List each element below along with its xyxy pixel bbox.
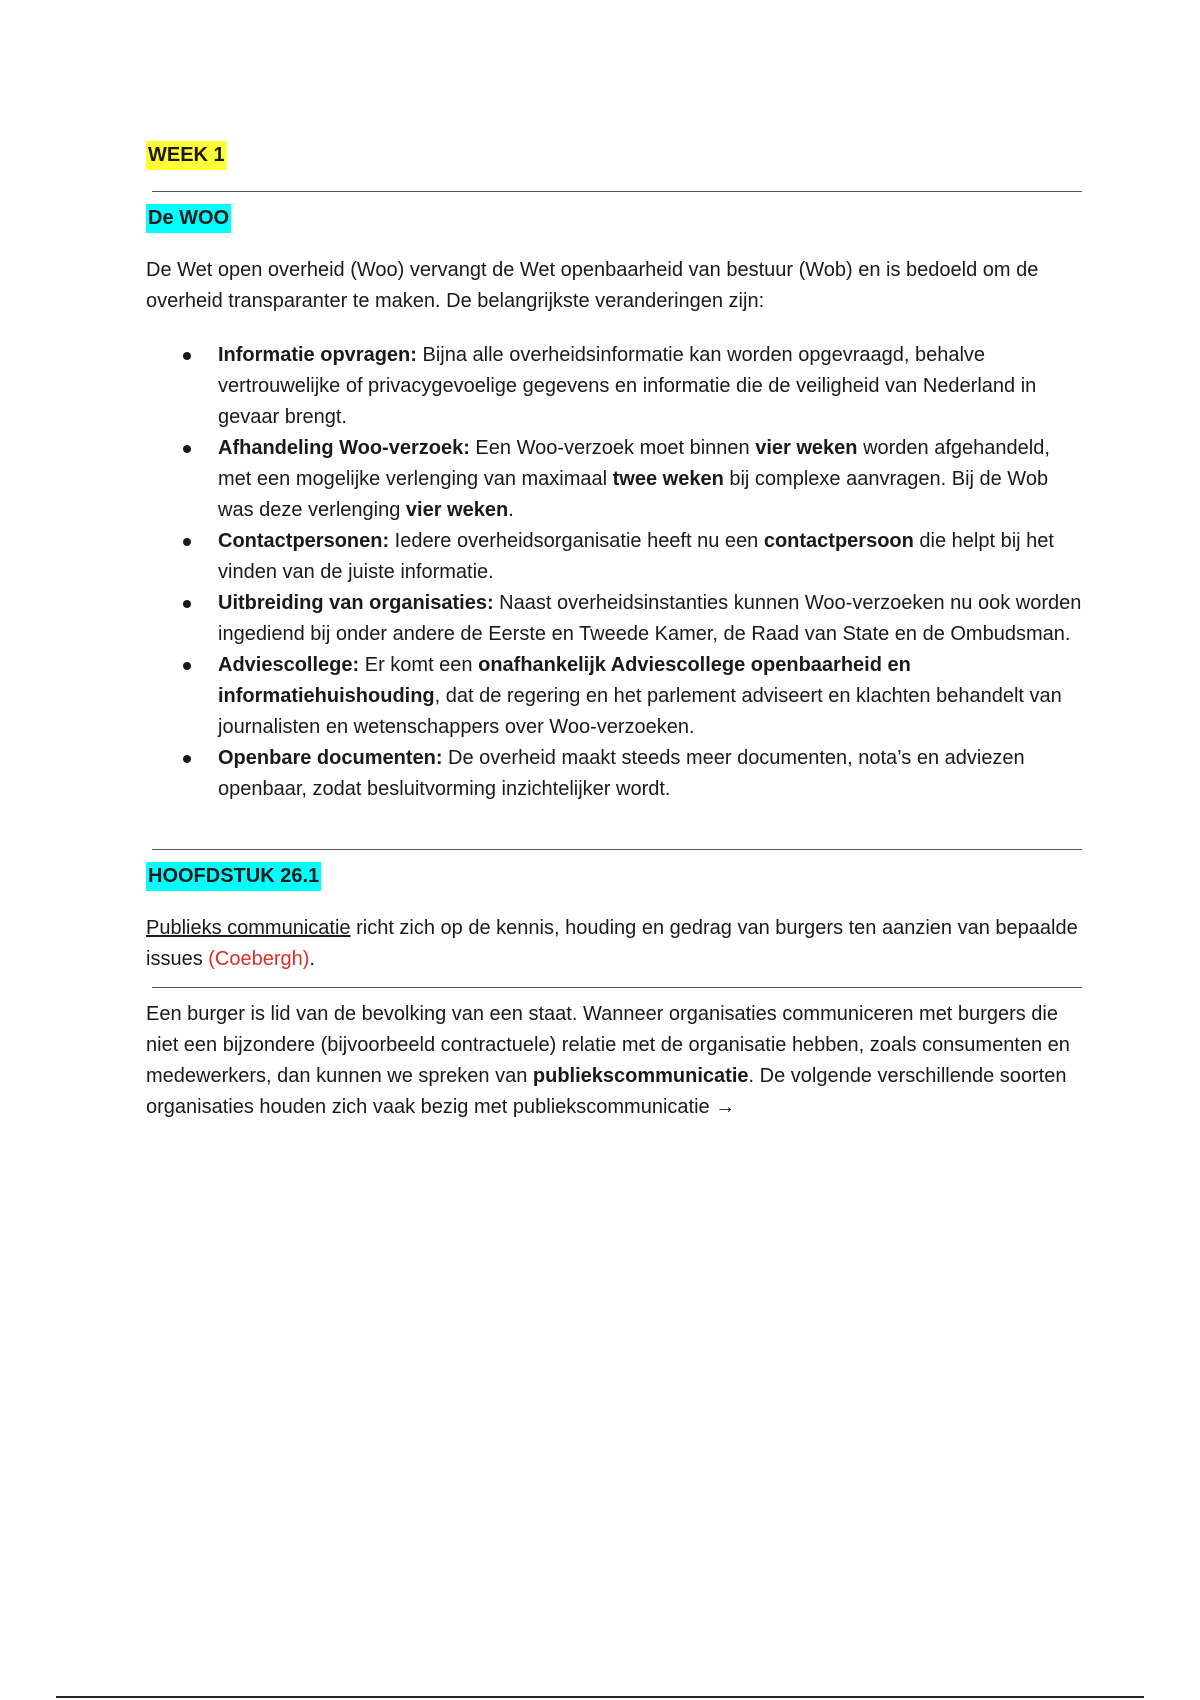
definition-paragraph xyxy=(146,913,1086,975)
citizen-paragraph xyxy=(146,999,1086,1123)
bullet-icon xyxy=(183,755,191,763)
document-content xyxy=(146,140,1086,1123)
item-text: . xyxy=(508,499,514,521)
chapter-heading: HOOFDSTUK 26.1 xyxy=(146,862,321,891)
paragraph-text: . xyxy=(309,948,315,970)
woo-heading: De WOO xyxy=(146,204,231,233)
item-text: worden afgehandeld, met een mogelijke verlenging van maximaal xyxy=(218,437,1050,490)
week-heading: WEEK 1 xyxy=(146,141,227,170)
item-text: Iedere overheidsorganisatie heeft nu een xyxy=(389,530,764,552)
item-label: Informatie opvragen: xyxy=(218,344,417,366)
item-emphasis: vier weken xyxy=(755,437,858,459)
item-label: Openbare documenten: xyxy=(218,747,443,769)
term-publieks-communicatie: Publieks communicatie xyxy=(146,917,351,939)
page-bottom-line xyxy=(56,1696,1144,1698)
list-item xyxy=(146,433,1086,526)
item-text: Er komt een xyxy=(359,654,479,676)
item-emphasis: twee weken xyxy=(612,468,724,490)
paragraph-text: . De volgende verschillende soorten organisaties houden zich vaak bezig met publiekscommunicatie → xyxy=(146,1065,1067,1118)
bullet-icon xyxy=(183,600,191,608)
list-item xyxy=(146,340,1086,433)
item-label: Contactpersonen: xyxy=(218,530,390,552)
item-text: , dat de regering en het parlement adviseert en klachten behandelt van journalisten en wetenschappers over Woo-verzoeken. xyxy=(218,685,1062,738)
item-text: De overheid maakt steeds meer documenten, nota’s en adviezen openbaar, zodat besluitvorming inzichtelijker wordt. xyxy=(218,747,1025,800)
divider xyxy=(152,849,1082,850)
item-emphasis: contactpersoon xyxy=(763,530,914,552)
list-item xyxy=(146,743,1086,805)
citation: (Coebergh) xyxy=(208,948,310,970)
bullet-icon xyxy=(183,662,191,670)
item-text: bij complexe aanvragen. Bij de Wob was deze verlenging xyxy=(218,468,1049,521)
item-label: Afhandeling Woo-verzoek: xyxy=(218,437,470,459)
item-emphasis: onafhankelijk Adviescollege openbaarheid en informatiehuishouding xyxy=(218,654,911,707)
item-text: die helpt bij het vinden van de juiste informatie. xyxy=(218,530,1054,583)
item-label: Uitbreiding van organisaties: xyxy=(218,592,494,614)
woo-changes-list xyxy=(146,340,1086,805)
woo-intro: De Wet open overheid (Woo) vervangt de Wet openbaarheid van bestuur (Wob) en is bedoeld om de overheid transparanter te maken. De belangrijkste veranderingen zijn: xyxy=(146,259,1039,312)
divider xyxy=(152,191,1082,192)
bullet-icon xyxy=(183,352,191,360)
divider xyxy=(152,987,1082,988)
paragraph-text: richt zich op de kennis, houding en gedrag van burgers ten aanzien van bepaalde issues xyxy=(146,917,1078,970)
list-item xyxy=(146,526,1086,588)
bullet-icon xyxy=(183,445,191,453)
item-text: Bijna alle overheidsinformatie kan worden opgevraagd, behalve vertrouwelijke of privacygevoelige gegevens en informatie die de veiligheid van Nederland in gevaar brengt. xyxy=(218,344,1037,428)
item-label: Adviescollege: xyxy=(218,654,360,676)
bullet-icon xyxy=(183,538,191,546)
list-item xyxy=(146,588,1086,650)
item-text: Naast overheidsinstanties kunnen Woo-verzoeken nu ook worden ingediend bij onder andere de Eerste en Tweede Kamer, de Raad van State en de Ombudsman. xyxy=(218,592,1082,645)
item-emphasis: vier weken xyxy=(405,499,509,521)
item-text: Een Woo-verzoek moet binnen xyxy=(469,437,756,459)
term-publiekscommunicatie: publiekscommunicatie xyxy=(532,1065,749,1087)
list-item xyxy=(146,650,1086,743)
paragraph-text: Een burger is lid van de bevolking van een staat. Wanneer organisaties communiceren met burgers die niet een bijzondere (bijvoorbeeld contractuele) relatie met de organisatie hebben, zoals consumenten en medewerkers, dan kunnen we spreken van xyxy=(146,1003,1070,1087)
